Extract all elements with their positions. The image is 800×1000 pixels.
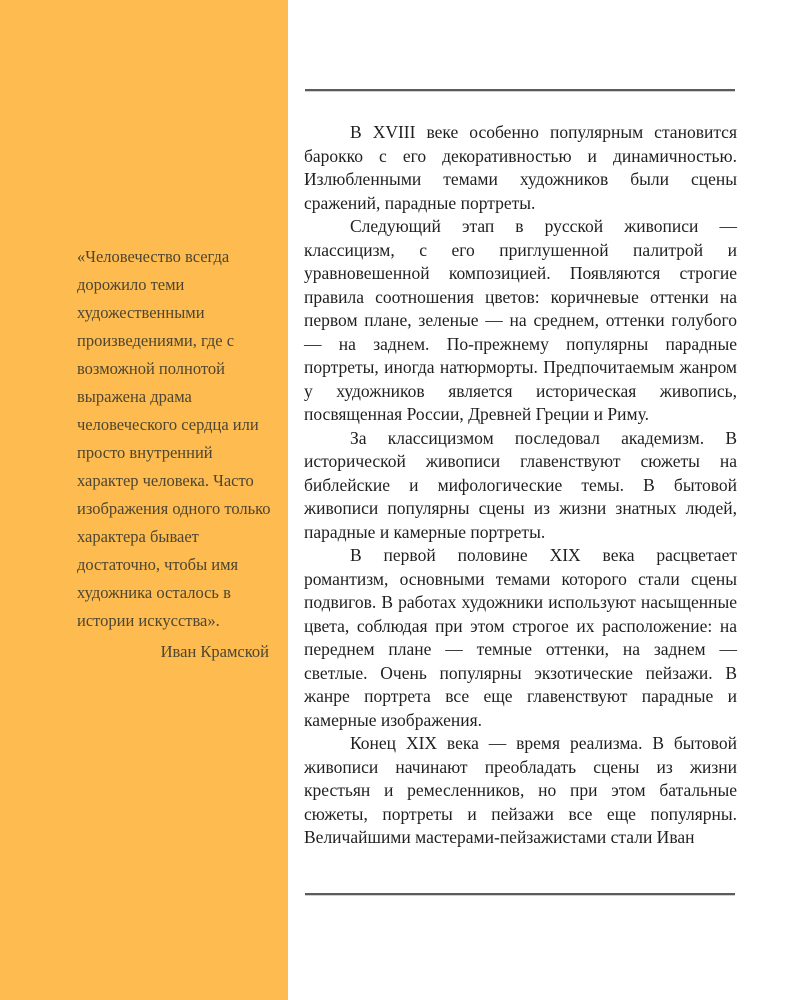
body-paragraph: В XVIII веке особенно популярным становится барокко с его декоративностью и динамичностью. Излюбленными темами художников были сцены сражений, парадные портреты. xyxy=(304,122,737,213)
bottom-divider xyxy=(305,893,735,896)
body-paragraph: В первой половине XIX века расцветает романтизм, основными темами которого стали сцены подвигов. В работах художники используют насыщенные цвета, соблюдая при этом строгое их расположение: на переднем плане — темные оттенки, на заднем — светлые. Очень популярны экзотические пейзажи. В жанре портрета все еще главенствуют парадные и камерные изображения. xyxy=(304,545,737,730)
top-divider xyxy=(305,89,735,92)
quote-text: «Человечество всегда дорожило теми художественными произведениями, где с возможной полнотой выражена драма человеческого сердца или просто внутренний характер человека. Часто изображения одного только характера бывает достаточно, чтобы имя художника осталось в истории искусства». xyxy=(77,247,271,630)
body-paragraph: За классицизмом последовал академизм. В исторической живописи главенствуют сюжеты на библейские и мифологические темы. В бытовой живописи популярны сцены из жизни знатных людей, парадные и камерные портреты. xyxy=(304,427,737,542)
quote-block xyxy=(77,243,271,666)
quote-attribution: Иван Крамской xyxy=(160,642,269,661)
body-paragraph: Конец XIX века — время реализма. В бытовой живописи начинают преобладать сцены из жизни крестьян и ремесленников, но при этом батальные сюжеты, портреты и пейзажи все еще популярны. Величайшими мастерами-пейзажистами стали Иван xyxy=(304,733,737,847)
quote-panel xyxy=(0,0,288,1000)
body-text xyxy=(304,121,737,850)
body-paragraph: Следующий этап в русской живописи — классицизм, с его приглушенной палитрой и уравновешенной композицией. Появляются строгие правила соотношения цветов: коричневые оттенки на первом плане, зеленые — на среднем, оттенки голубого — на заднем. По-прежнему популярны парадные портреты, иногда натюрморты. Предпочитаемым жанром у художников является историческая живопись, посвященная России, Древней Греции и Риму. xyxy=(304,216,737,424)
